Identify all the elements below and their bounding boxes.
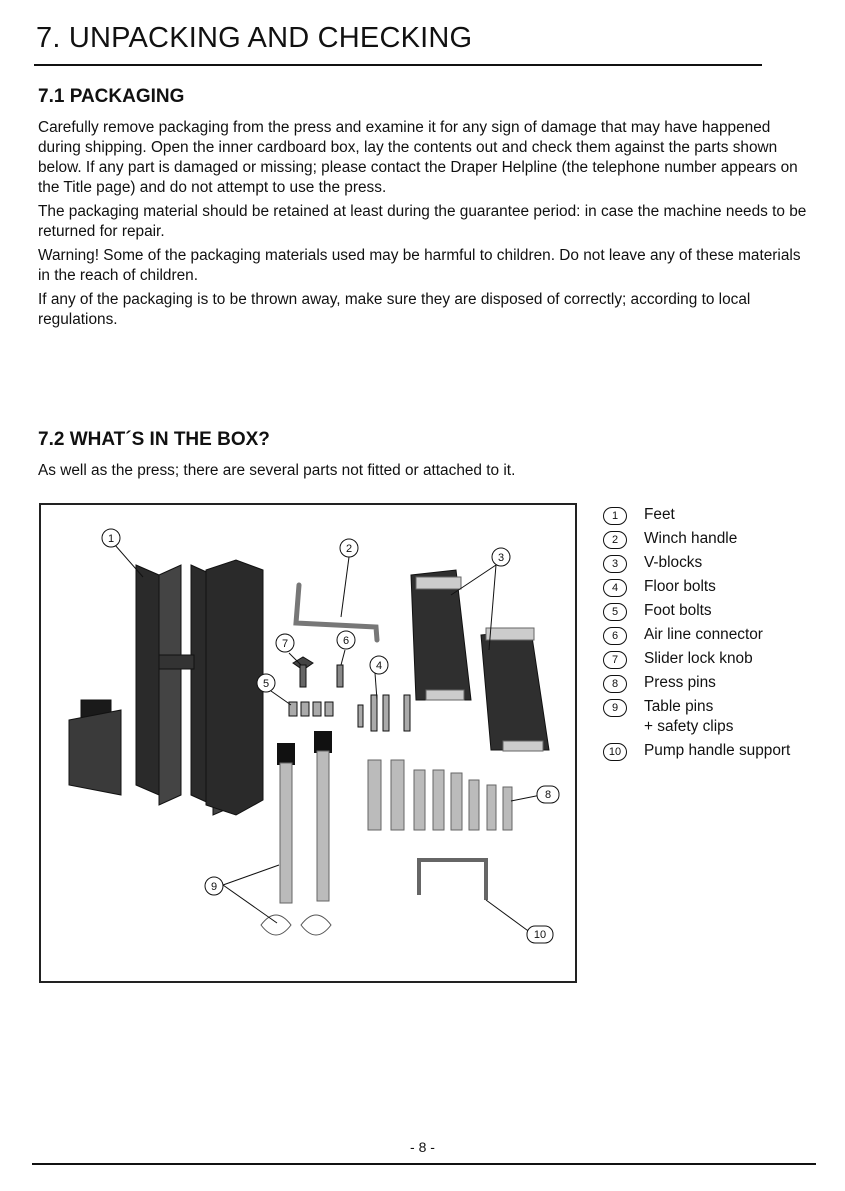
legend-number: 7 bbox=[603, 651, 627, 669]
svg-text:9: 9 bbox=[210, 881, 218, 893]
callout-7 bbox=[276, 634, 294, 652]
legend-label bbox=[644, 697, 733, 737]
svg-text:10: 10 bbox=[533, 929, 547, 941]
svg-text:3: 3 bbox=[497, 552, 505, 564]
svg-text:2: 2 bbox=[345, 543, 353, 555]
packaging-paragraph-2: The packaging material should be retained at least during the guarantee period: in case the machine needs to be returned for repair. bbox=[38, 203, 807, 240]
callout-3 bbox=[492, 548, 510, 566]
legend-number: 9 bbox=[603, 699, 627, 717]
chapter-title: 7. UNPACKING AND CHECKING bbox=[36, 22, 473, 54]
legend-number: 5 bbox=[603, 603, 627, 621]
legend-item-winch-handle bbox=[603, 529, 833, 553]
legend-label: Air line connector bbox=[644, 626, 763, 643]
legend-label: V-blocks bbox=[644, 554, 703, 571]
svg-text:5: 5 bbox=[262, 678, 270, 690]
svg-text:4: 4 bbox=[375, 660, 383, 672]
legend-label: Feet bbox=[644, 506, 675, 523]
svg-text:8: 8 bbox=[544, 789, 552, 801]
legend-item-feet bbox=[603, 505, 833, 529]
legend-number: 10 bbox=[603, 743, 627, 761]
section-box-intro: As well as the press; there are several parts not fitted or attached to it. bbox=[38, 462, 516, 479]
section-box-title: 7.2 WHAT´S IN THE BOX? bbox=[38, 429, 270, 450]
feet-drawing bbox=[69, 560, 263, 815]
winch-handle-drawing bbox=[296, 585, 377, 640]
svg-text:7: 7 bbox=[281, 638, 289, 650]
legend-number: 3 bbox=[603, 555, 627, 573]
legend-label: Floor bolts bbox=[644, 578, 716, 595]
svg-text:6: 6 bbox=[342, 635, 350, 647]
packaging-paragraph-warning: Warning! Some of the packaging materials used may be harmful to children. Do not leave any of these materials in the reach of children. bbox=[38, 247, 801, 284]
parts-figure bbox=[39, 503, 577, 983]
table-pins-drawing bbox=[261, 731, 332, 935]
legend-item-press-pins bbox=[603, 673, 833, 697]
press-pins-drawing bbox=[368, 760, 512, 830]
v-blocks-drawing bbox=[411, 570, 549, 751]
callout-2 bbox=[340, 539, 358, 557]
callout-1 bbox=[102, 529, 120, 547]
legend-number: 1 bbox=[603, 507, 627, 525]
svg-text:1: 1 bbox=[107, 533, 115, 545]
top-divider bbox=[34, 64, 762, 66]
callout-10 bbox=[527, 926, 553, 943]
section-packaging-title: 7.1 PACKAGING bbox=[38, 86, 185, 107]
legend-number: 6 bbox=[603, 627, 627, 645]
legend-item-floor-bolts bbox=[603, 577, 833, 601]
legend-number: 2 bbox=[603, 531, 627, 549]
parts-illustration bbox=[41, 505, 575, 981]
packaging-paragraph-1: Carefully remove packaging from the press and examine it for any sign of damage that may have happened during shipping. Open the inner cardboard box, lay the contents out and check them against the parts shown below. If any part is damaged or missing; please contact the Draper Helpline (the telephone number appears on the Title page) and do not attempt to use the press. bbox=[38, 119, 798, 196]
legend-label: Foot bolts bbox=[644, 602, 712, 619]
legend-item-foot-bolts bbox=[603, 601, 833, 625]
legend-label: Press pins bbox=[644, 674, 716, 691]
parts-legend bbox=[603, 505, 833, 765]
legend-number: 8 bbox=[603, 675, 627, 693]
legend-label: Winch handle bbox=[644, 530, 738, 547]
legend-label-line-1: Table pins bbox=[644, 698, 714, 715]
legend-item-v-blocks bbox=[603, 553, 833, 577]
legend-item-pump-handle-support bbox=[603, 741, 833, 765]
callout-8 bbox=[537, 786, 559, 803]
legend-item-air-line-connector bbox=[603, 625, 833, 649]
page-number: - 8 - bbox=[410, 1139, 435, 1155]
pump-handle-support-drawing bbox=[419, 860, 486, 900]
callout-6 bbox=[337, 631, 355, 649]
legend-item-table-pins bbox=[603, 697, 833, 741]
callout-9 bbox=[205, 877, 223, 895]
legend-number: 4 bbox=[603, 579, 627, 597]
legend-item-slider-lock-knob bbox=[603, 649, 833, 673]
callout-5 bbox=[257, 674, 275, 692]
callout-4 bbox=[370, 656, 388, 674]
small-hardware-drawing bbox=[289, 657, 410, 731]
packaging-paragraph-4: If any of the packaging is to be thrown away, make sure they are disposed of correctly; according to local regulations. bbox=[38, 291, 751, 328]
legend-label: Pump handle support bbox=[644, 742, 791, 759]
bottom-divider bbox=[32, 1163, 816, 1165]
legend-label-line-2: + safety clips bbox=[644, 718, 734, 735]
legend-label: Slider lock knob bbox=[644, 650, 753, 667]
